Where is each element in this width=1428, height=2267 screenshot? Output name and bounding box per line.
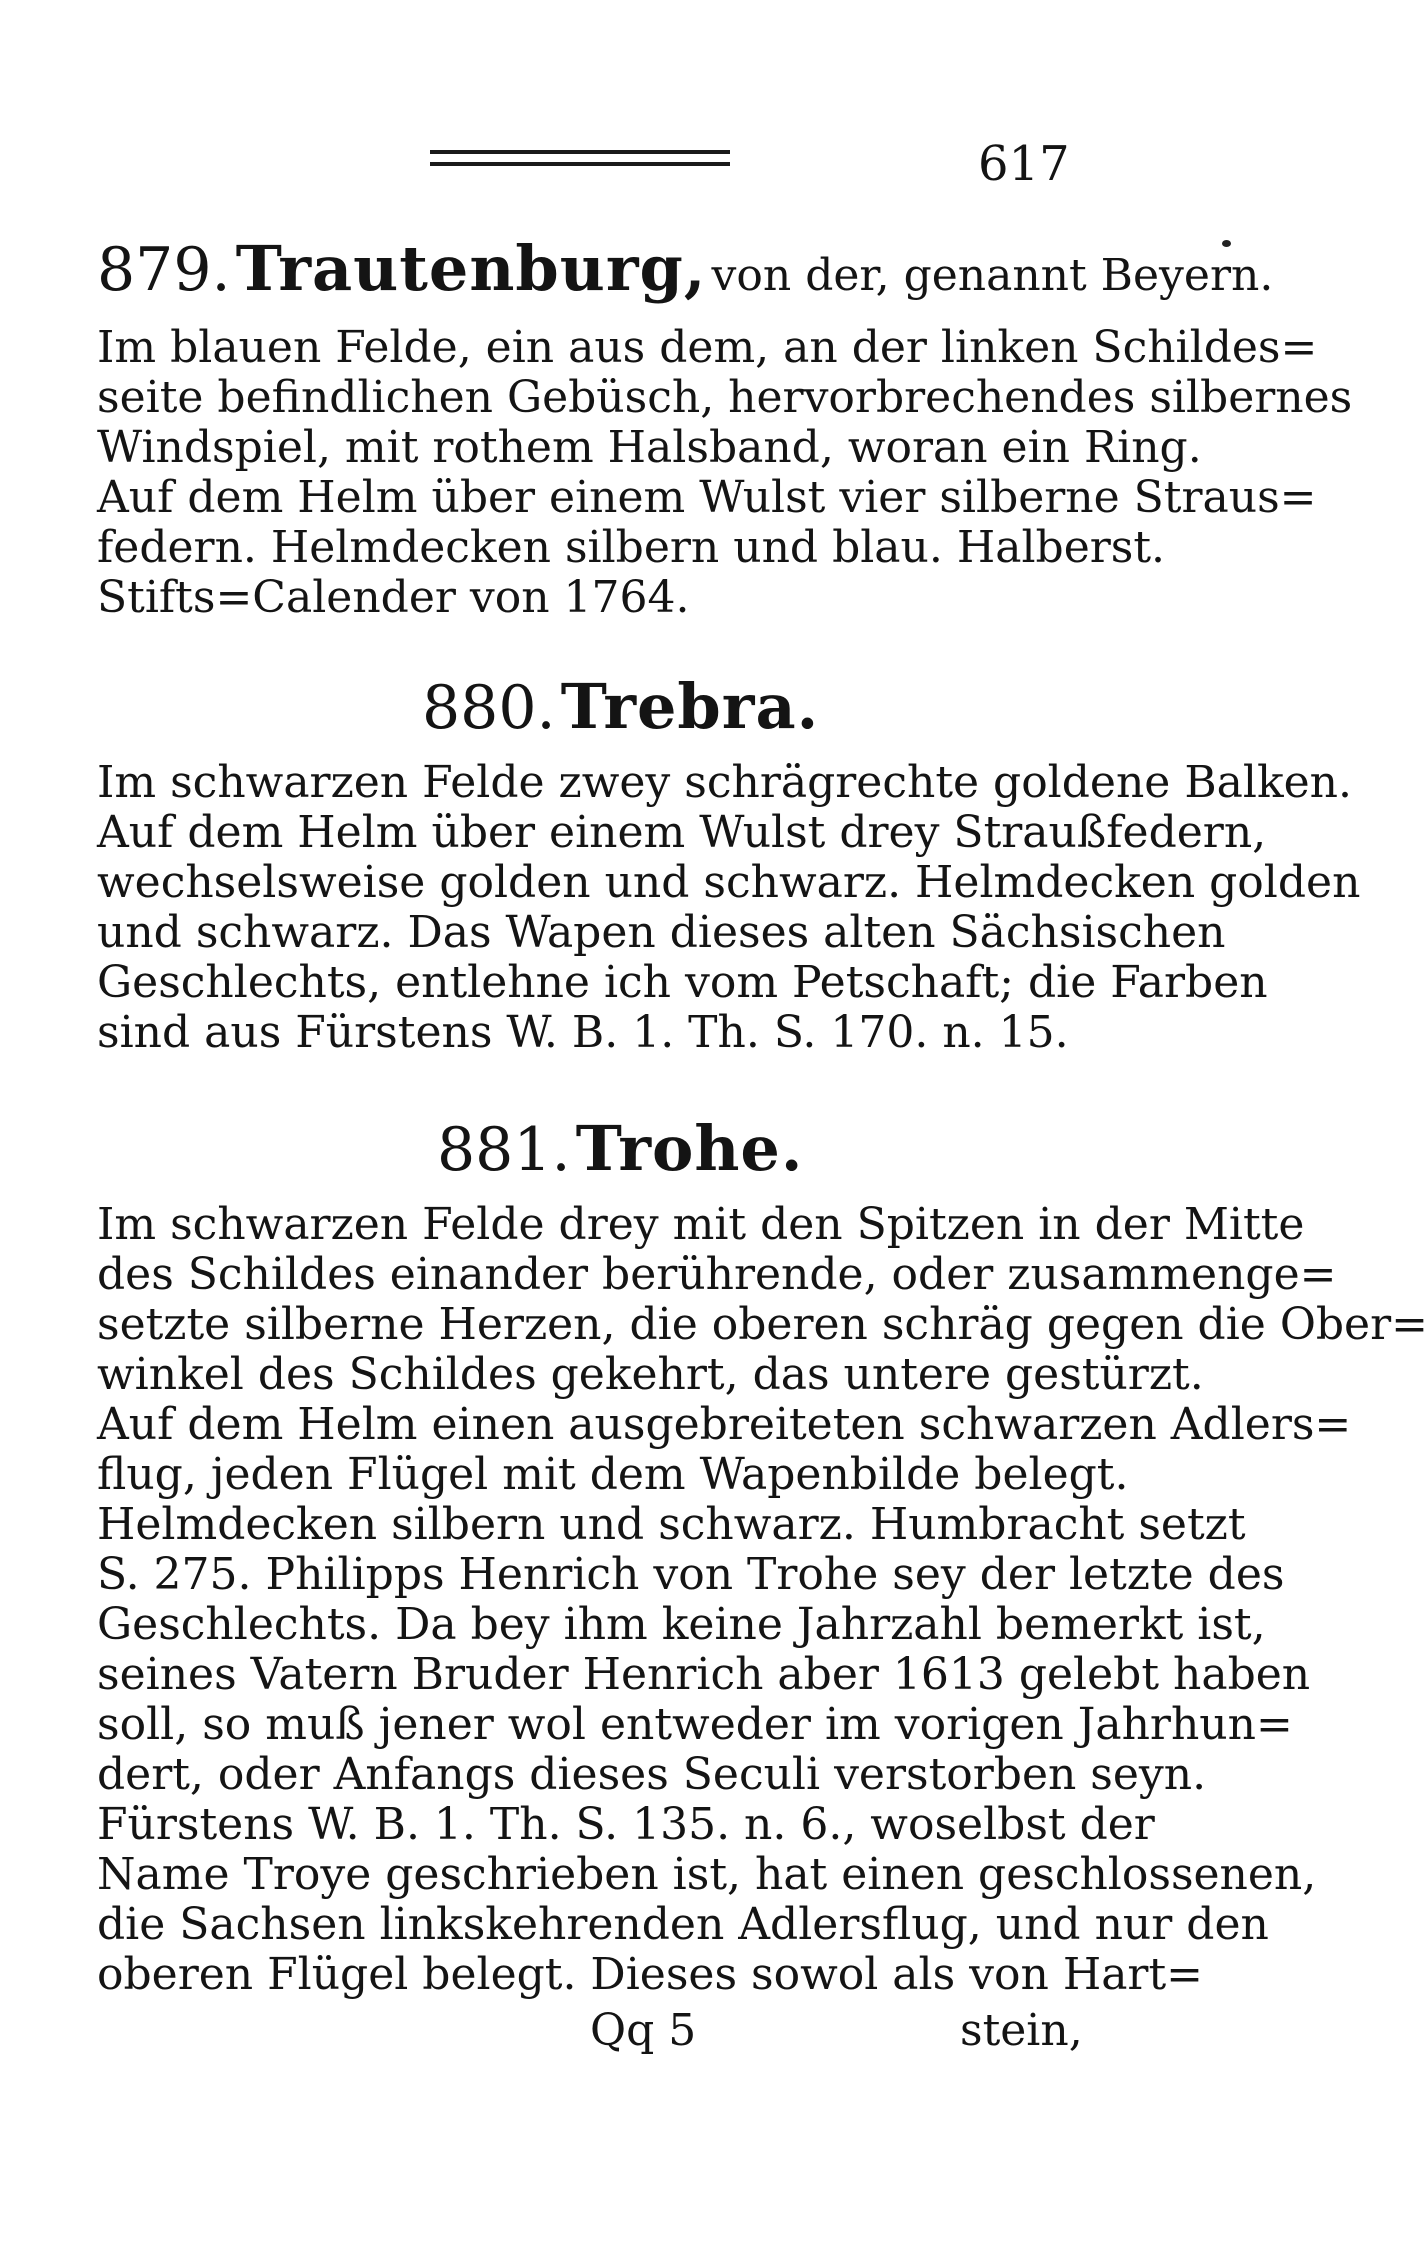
text-line: Auf dem Helm einen ausgebreiteten schwarzen Adlers=	[97, 1399, 1352, 1450]
text-line: und schwarz. Das Wapen dieses alten Sächsischen	[97, 907, 1226, 958]
text-line: Auf dem Helm über einem Wulst vier silberne Straus=	[97, 472, 1317, 523]
page-number: 617	[978, 136, 1070, 192]
signature-mark: Qq 5	[590, 2005, 697, 2056]
text-line: Name Troye geschrieben ist, hat einen geschlossenen,	[97, 1849, 1317, 1900]
text-line: Geschlechts, entlehne ich vom Petschaft; die Farben	[97, 957, 1268, 1008]
entry-880-heading	[422, 670, 819, 743]
text-line: Fürstens W. B. 1. Th. S. 135. n. 6., woselbst der	[97, 1799, 1155, 1850]
entry-879-heading	[97, 232, 1273, 305]
text-line: federn. Helmdecken silbern und blau. Halberst.	[97, 522, 1166, 573]
text-line: des Schildes einander berührende, oder zusammenge=	[97, 1249, 1337, 1300]
entry-subtitle: von der, genannt Beyern.	[711, 250, 1274, 301]
header-rule-top	[430, 150, 730, 154]
text-line: Windspiel, mit rothem Halsband, woran ein Ring.	[97, 422, 1202, 473]
text-line: oberen Flügel belegt. Dieses sowol als von Hart=	[97, 1949, 1204, 2000]
text-line: dert, oder Anfangs dieses Seculi verstorben seyn.	[97, 1749, 1207, 1800]
text-line: Helmdecken silbern und schwarz. Humbracht setzt	[97, 1499, 1246, 1550]
text-line: soll, so muß jener wol entweder im vorigen Jahrhun=	[97, 1699, 1293, 1750]
text-line: Stifts=Calender von 1764.	[97, 572, 690, 623]
catchword: stein,	[960, 2005, 1083, 2056]
entry-881-heading	[437, 1112, 803, 1185]
entry-number: 880.	[422, 673, 556, 743]
text-line: flug, jeden Flügel mit dem Wapenbilde belegt.	[97, 1449, 1129, 1500]
text-line: Im schwarzen Felde drey mit den Spitzen in der Mitte	[97, 1199, 1305, 1250]
entry-881-body	[97, 1199, 1428, 2000]
text-line: seite befindlichen Gebüsch, hervorbrechendes silbernes	[97, 372, 1353, 423]
text-line: S. 275. Philipps Henrich von Trohe sey der letzte des	[97, 1549, 1285, 1600]
entry-number: 879.	[97, 235, 231, 305]
text-line: Auf dem Helm über einem Wulst drey Straußfedern,	[97, 807, 1267, 858]
text-line: seines Vatern Bruder Henrich aber 1613 gelebt haben	[97, 1649, 1311, 1700]
entry-number: 881.	[437, 1115, 571, 1185]
text-line: wechselsweise golden und schwarz. Helmdecken golden	[97, 857, 1361, 908]
text-line: Im blauen Felde, ein aus dem, an der linken Schildes=	[97, 322, 1318, 373]
text-line: sind aus Fürstens W. B. 1. Th. S. 170. n. 15.	[97, 1007, 1069, 1058]
entry-name: Trohe.	[575, 1112, 804, 1185]
text-line: Im schwarzen Felde zwey schrägrechte goldene Balken.	[97, 757, 1352, 808]
text-line: winkel des Schildes gekehrt, das untere gestürzt.	[97, 1349, 1204, 1400]
entry-name: Trautenburg,	[235, 232, 707, 305]
entry-880-body	[97, 757, 1361, 1058]
text-line: die Sachsen linkskehrenden Adlersflug, und nur den	[97, 1899, 1269, 1950]
header-rule-bottom	[430, 162, 730, 166]
text-line: Geschlechts. Da bey ihm keine Jahrzahl bemerkt ist,	[97, 1599, 1266, 1650]
entry-879-body	[97, 322, 1353, 623]
entry-name: Trebra.	[560, 670, 820, 743]
text-line: setzte silberne Herzen, die oberen schräg gegen die Ober=	[97, 1299, 1428, 1350]
